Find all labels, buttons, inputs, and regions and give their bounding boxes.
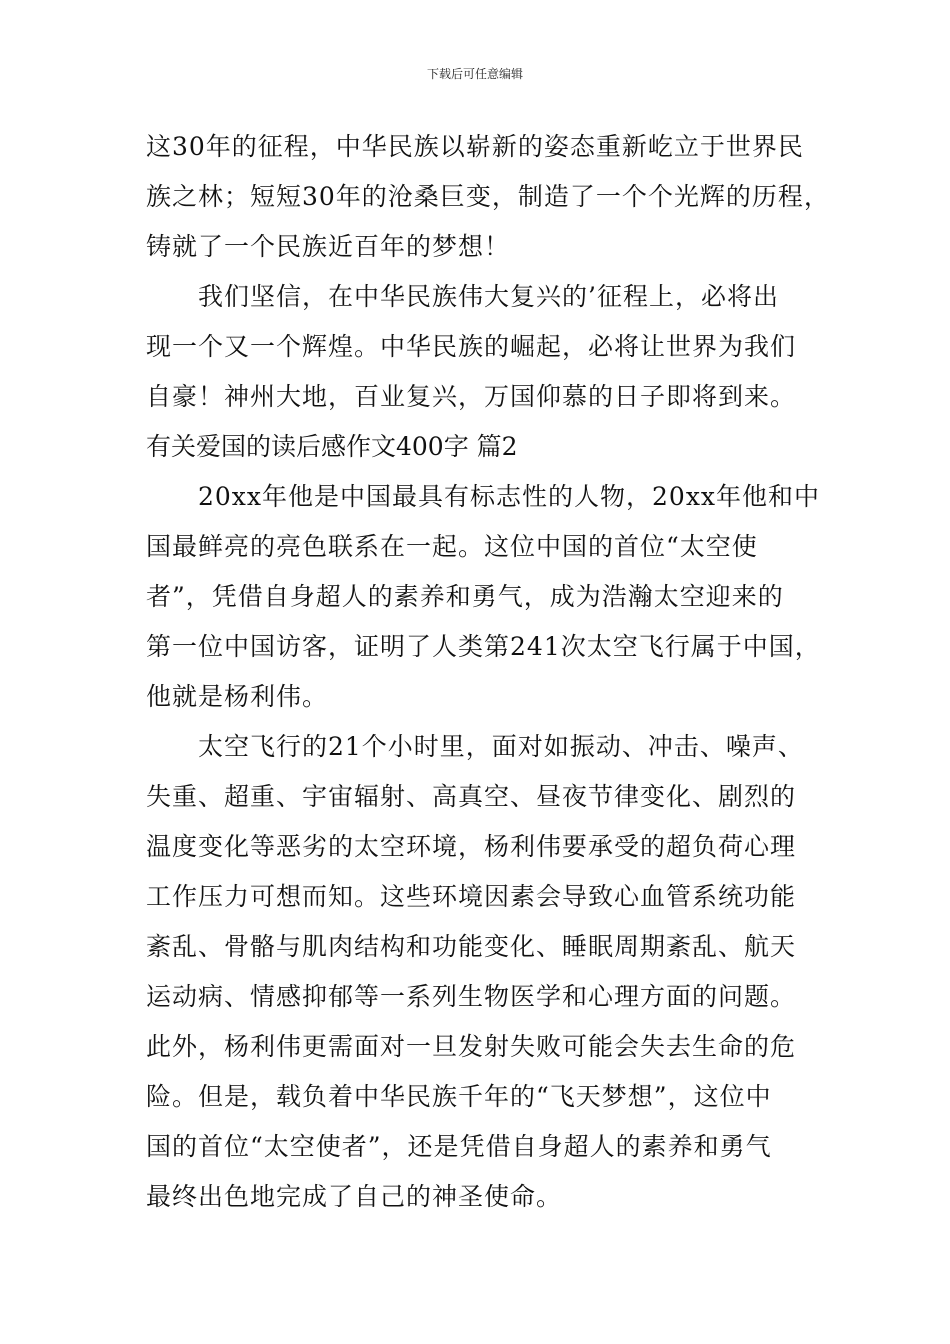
- text-line: 紊乱、骨骼与肌肉结构和功能变化、睡眠周期紊乱、航天: [146, 932, 797, 961]
- text-line: 运动病、情感抑郁等一系列生物医学和心理方面的问题。: [146, 982, 797, 1011]
- text-line: 工作压力可想而知。这些环境因素会导致心血管系统功能: [146, 882, 797, 911]
- page-header: 下载后可任意编辑: [426, 67, 523, 81]
- text-line: 险。但是，载负着中华民族千年的“飞天梦想”，这位中: [146, 1082, 772, 1111]
- text-line: 太空飞行的21个小时里，面对如振动、冲击、噪声、: [198, 732, 804, 761]
- text-line: 国最鲜亮的亮色联系在一起。这位中国的首位“太空使: [146, 532, 758, 561]
- text-line: 我们坚信，在中华民族伟大复兴的’征程上，必将出: [198, 282, 779, 311]
- text-line: 者”，凭借自身超人的素养和勇气，成为浩瀚太空迎来的: [146, 582, 784, 611]
- text-line: 最终出色地完成了自己的神圣使命。: [146, 1182, 563, 1211]
- text-line: 此外，杨利伟更需面对一旦发射失败可能会失去生命的危: [146, 1032, 797, 1061]
- text-line: 20xx年他是中国最具有标志性的人物，20xx年他和中: [198, 482, 821, 511]
- document-body: [146, 122, 830, 1222]
- text-line: 失重、超重、宇宙辐射、高真空、昼夜节律变化、剧烈的: [146, 782, 797, 811]
- section-heading: 有关爱国的读后感作文400字 篇2: [146, 432, 518, 461]
- text-line: 他就是杨利伟。: [146, 682, 329, 711]
- text-line: 国的首位“太空使者”，还是凭借自身超人的素养和勇气: [146, 1132, 772, 1161]
- text-line: 这30年的征程，中华民族以崭新的姿态重新屹立于世界民: [146, 132, 804, 161]
- text-line: 现一个又一个辉煌。中华民族的崛起，必将让世界为我们: [146, 332, 797, 361]
- text-line: 第一位中国访客，证明了人类第241次太空飞行属于中国，: [146, 632, 821, 661]
- text-line: 族之林；短短30年的沧桑巨变，制造了一个个光辉的历程，: [146, 182, 830, 211]
- text-line: 温度变化等恶劣的太空环境，杨利伟要承受的超负荷心理: [146, 832, 797, 861]
- text-line: 铸就了一个民族近百年的梦想！: [146, 232, 511, 261]
- text-line: 自豪！神州大地，百业复兴，万国仰慕的日子即将到来。: [146, 382, 797, 411]
